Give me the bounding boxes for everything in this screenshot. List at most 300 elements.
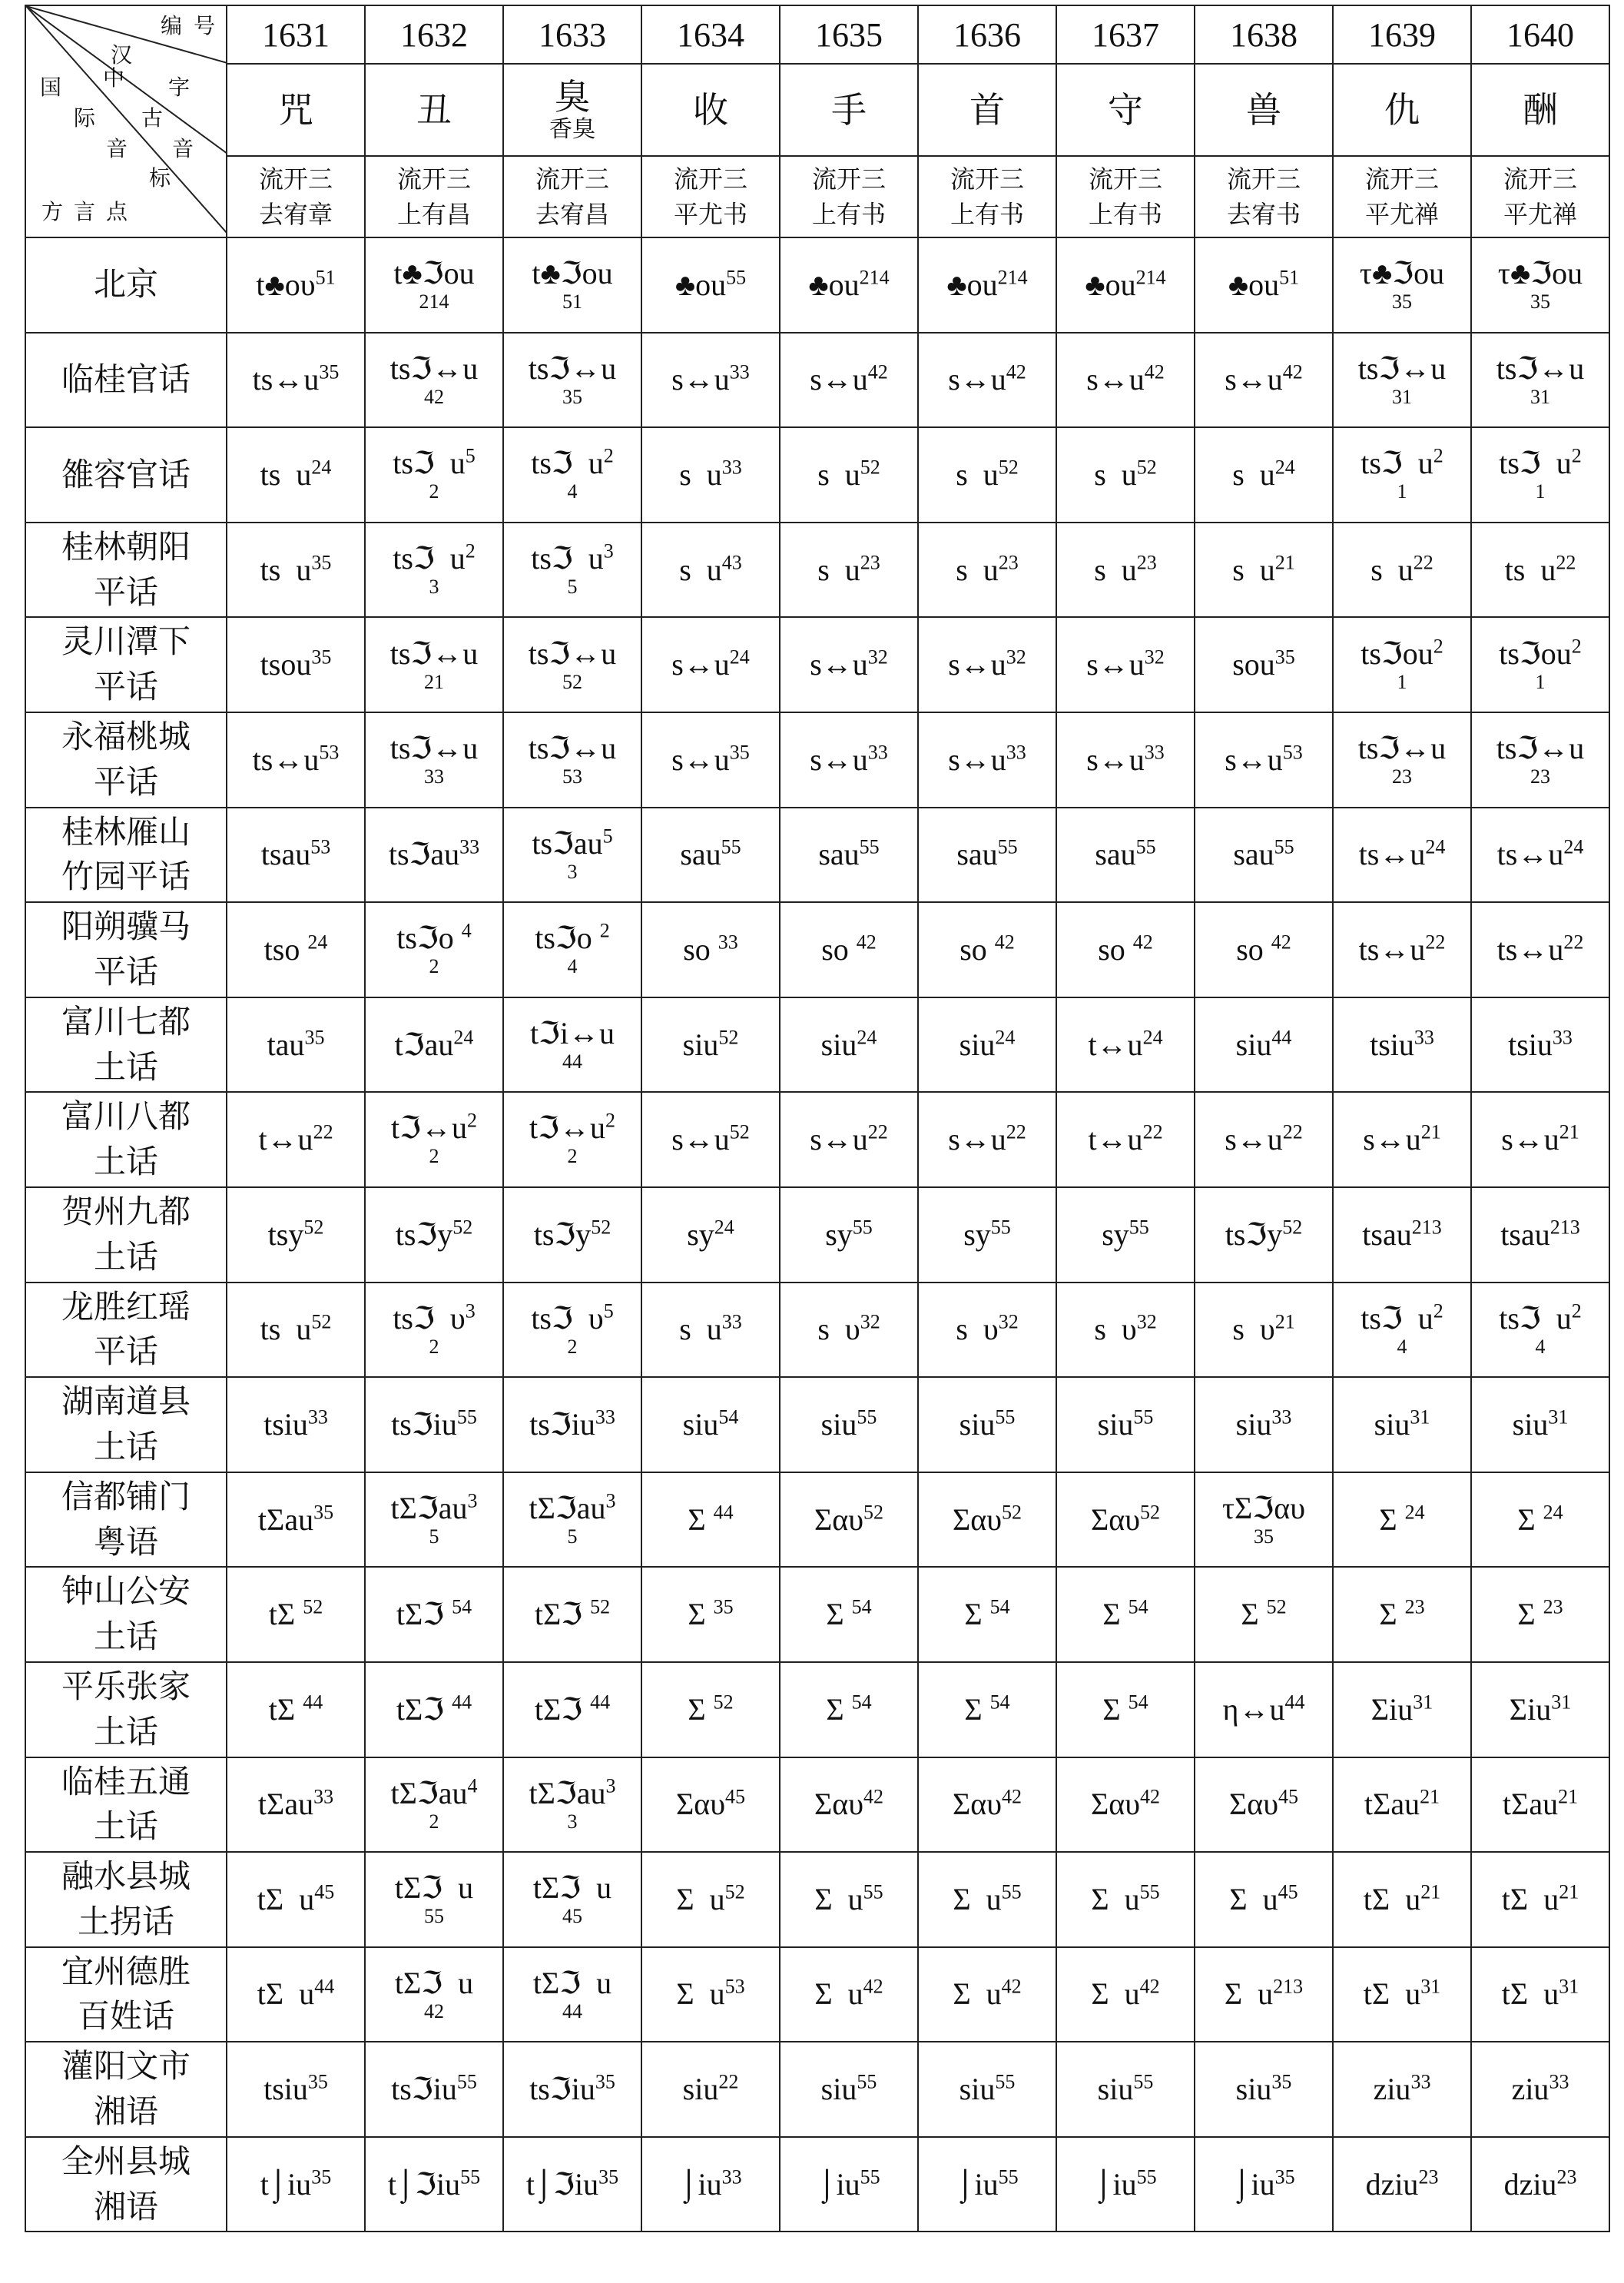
ipa-transcription-cell — [1471, 1757, 1609, 1853]
dialect-row — [25, 237, 1609, 333]
ipa-transcription-cell — [503, 997, 641, 1093]
ipa-syllable: ts↔u — [1496, 931, 1564, 967]
tone-superscript: 44 — [303, 1691, 323, 1714]
tone-superscript: 21 — [1559, 1880, 1579, 1903]
ipa-syllable: Σ u — [1229, 1881, 1278, 1916]
character-glyph: 丑 — [416, 88, 452, 131]
tone-superscript: 45 — [1278, 1880, 1298, 1903]
ipa-syllable: tℑau — [394, 1027, 454, 1062]
ipa-transcription-cell — [780, 427, 918, 523]
ipa-transcription-cell — [1333, 1187, 1471, 1283]
ipa-syllable: s u — [679, 456, 722, 492]
ipa-transcription-cell — [1056, 997, 1195, 1093]
ipa-transcription-cell — [641, 997, 780, 1093]
tone-subscript: 35 — [562, 385, 582, 408]
tone-subscript: 2 — [429, 1145, 439, 1168]
dialect-point-name — [25, 1377, 227, 1472]
tone-superscript: 53 — [310, 836, 331, 859]
tone-superscript: 35 — [1274, 645, 1295, 669]
tone-superscript: 21 — [1420, 1120, 1441, 1143]
ipa-transcription-cell — [918, 997, 1056, 1093]
ipa-transcription-cell — [1333, 1947, 1471, 2042]
ipa-syllable: tsℑ u — [531, 446, 604, 481]
dialect-point-line2: 土话 — [93, 1712, 158, 1750]
ipa-transcription-cell — [227, 1377, 365, 1472]
tone-superscript: 33 — [1006, 741, 1026, 764]
ipa-syllable: s υ — [1094, 1312, 1137, 1347]
ipa-syllable: s↔u — [1363, 1122, 1421, 1157]
ipa-syllable: Σαυ — [952, 1502, 1003, 1537]
ipa-syllable: tΣau — [1502, 1787, 1559, 1822]
tone-superscript: 21 — [1274, 1311, 1295, 1333]
tone-superscript: 3 — [605, 1774, 616, 1797]
ipa-transcription-cell — [227, 2137, 365, 2232]
tone-subscript: 42 — [424, 1999, 444, 2023]
ipa-transcription-cell — [227, 2042, 365, 2137]
tone-superscript: 42 — [1144, 361, 1165, 384]
tone-superscript: 5 — [602, 825, 613, 848]
dialect-row — [25, 1092, 1609, 1187]
ipa-syllable: s↔u — [1086, 742, 1145, 777]
ipa-syllable: s υ — [956, 1312, 999, 1347]
tone-superscript: 53 — [1282, 741, 1303, 764]
tone-superscript: 42 — [867, 361, 888, 384]
tone-superscript: 44 — [452, 1691, 472, 1714]
ipa-syllable: s↔u — [671, 362, 730, 397]
corner-char-yan: 言 — [74, 199, 96, 224]
ipa-transcription-cell — [1471, 617, 1609, 712]
tone-superscript: 3 — [465, 1299, 476, 1322]
ipa-transcription-cell — [1056, 333, 1195, 428]
tone-subscript: 1 — [1397, 480, 1407, 503]
ipa-syllable: tsℑiu — [391, 1406, 457, 1442]
tone-superscript: 31 — [1420, 1976, 1441, 1999]
ipa-transcription-cell — [641, 808, 780, 903]
ipa-syllable: ts u — [260, 552, 312, 587]
ipa-syllable: s↔u — [948, 1122, 1006, 1157]
ipa-syllable: tΣ u — [1363, 1881, 1421, 1916]
ipa-transcription-cell — [1195, 1283, 1333, 1378]
tone-superscript: 32 — [1006, 645, 1026, 669]
ipa-syllable: tsau — [1500, 1216, 1550, 1252]
ipa-transcription-cell — [1195, 427, 1333, 523]
ipa-transcription-cell — [918, 1852, 1056, 1947]
ipa-syllable: tΣℑau — [529, 1490, 606, 1525]
ipa-syllable: ♣ou — [674, 267, 727, 302]
tone-subscript: 1 — [1397, 670, 1407, 693]
ipa-transcription-cell — [1471, 712, 1609, 808]
dialect-point-name — [25, 712, 227, 808]
ipa-transcription-cell — [918, 902, 1056, 997]
ipa-syllable: sou — [1232, 647, 1275, 682]
dialect-row — [25, 1757, 1609, 1853]
tone-subscript: 33 — [424, 765, 444, 788]
tone-subscript: 35 — [1530, 290, 1550, 314]
tone-superscript: 55 — [860, 2165, 880, 2188]
dialect-point-line1: 雒容官话 — [61, 455, 191, 493]
tone-superscript: 52 — [998, 456, 1019, 479]
ipa-syllable: tΣ u — [257, 1976, 315, 2012]
dialect-row — [25, 523, 1609, 618]
ipa-transcription-cell — [1333, 808, 1471, 903]
dialect-point-line1: 灌阳文市 — [61, 2047, 191, 2086]
ipa-transcription-cell — [503, 1662, 641, 1757]
tone-superscript: 24 — [307, 931, 328, 954]
ipa-transcription-cell — [227, 808, 365, 903]
tone-subscript: 31 — [1392, 385, 1412, 408]
dialect-point-name — [25, 237, 227, 333]
dialect-row — [25, 1283, 1609, 1378]
ipa-transcription-cell — [1333, 237, 1471, 333]
dialect-row — [25, 1947, 1609, 2042]
corner-char-bian: 编 — [161, 13, 183, 38]
ipa-transcription-cell — [780, 237, 918, 333]
ipa-transcription-cell — [641, 523, 780, 618]
ipa-transcription-cell — [227, 1852, 365, 1947]
mc-rhyme-line: 流开三 — [1088, 164, 1162, 194]
ipa-transcription-cell — [918, 1472, 1056, 1568]
ipa-transcription-cell — [780, 1283, 918, 1378]
ipa-transcription-cell — [1471, 1187, 1609, 1283]
tone-superscript: 42 — [1271, 931, 1291, 954]
ipa-transcription-cell — [1195, 2137, 1333, 2232]
ipa-syllable: tsiu — [1370, 1027, 1414, 1062]
ipa-syllable: tsℑau — [388, 837, 460, 872]
tone-superscript: 35 — [313, 1501, 334, 1524]
ipa-transcription-cell — [365, 997, 503, 1093]
mc-rhyme-line: 流开三 — [950, 164, 1024, 194]
tone-superscript: 24 — [1563, 836, 1584, 859]
ipa-transcription-cell — [227, 997, 365, 1093]
ipa-transcription-cell — [641, 1377, 780, 1472]
ipa-syllable: tΣau — [1364, 1787, 1420, 1822]
middle-chinese-category — [1333, 156, 1471, 237]
dialect-point-name — [25, 1947, 227, 2042]
tone-superscript: 55 — [852, 1216, 873, 1239]
middle-chinese-category — [227, 156, 365, 237]
tone-superscript: 55 — [1001, 1880, 1022, 1903]
middle-chinese-category — [503, 156, 641, 237]
tone-superscript: 3 — [467, 1489, 478, 1512]
ipa-transcription-cell — [780, 333, 918, 428]
ipa-transcription-cell — [365, 2137, 503, 2232]
ipa-syllable: tsℑ↔u — [528, 635, 617, 671]
ipa-syllable: siu — [682, 2072, 719, 2107]
ipa-transcription-cell — [1333, 1092, 1471, 1187]
ipa-transcription-cell — [1333, 1757, 1471, 1853]
tone-subscript: 3 — [567, 860, 578, 883]
column-number: 1640 — [1471, 5, 1609, 64]
ipa-syllable: s u — [956, 552, 999, 587]
dialect-point-line1: 全州县城 — [61, 2142, 191, 2180]
ipa-transcription-cell — [1333, 902, 1471, 997]
ipa-transcription-cell — [918, 1567, 1056, 1662]
dialect-row — [25, 333, 1609, 428]
ipa-syllable: ts↔u — [252, 742, 320, 777]
tone-superscript: 52 — [303, 1595, 323, 1618]
ipa-syllable: siu — [682, 1027, 719, 1062]
ipa-syllable: siu — [1512, 1406, 1549, 1442]
ipa-transcription-cell — [503, 237, 641, 333]
ipa-syllable: s u — [1094, 552, 1137, 587]
column-number: 1635 — [780, 5, 918, 64]
ipa-transcription-cell — [1195, 523, 1333, 618]
column-character — [503, 64, 641, 156]
ipa-syllable: ziu — [1511, 2072, 1549, 2107]
ipa-syllable: siu — [820, 1027, 857, 1062]
column-number: 1632 — [365, 5, 503, 64]
ipa-syllable: Σ u — [676, 1976, 725, 2012]
ipa-transcription-cell — [365, 712, 503, 808]
ipa-syllable: Σ — [1379, 1597, 1405, 1632]
tone-superscript: 51 — [1279, 266, 1300, 289]
ipa-syllable: tsℑ↔u — [1357, 731, 1447, 766]
ipa-transcription-cell — [365, 1757, 503, 1853]
dialect-point-name — [25, 1187, 227, 1283]
ipa-syllable: tsℑ υ — [531, 1300, 604, 1336]
tone-superscript: 52 — [724, 1880, 745, 1903]
tone-superscript: 55 — [995, 2070, 1016, 2093]
ipa-transcription-cell — [227, 1283, 365, 1378]
tone-subscript: 55 — [424, 1905, 444, 1928]
ipa-syllable: ⌡iu — [956, 2166, 999, 2202]
ipa-syllable: tΣℑ u — [394, 1965, 474, 2000]
dialect-point-line2: 湘语 — [93, 2092, 158, 2131]
tone-superscript: 54 — [989, 1691, 1010, 1714]
tone-superscript: 2 — [603, 445, 614, 467]
middle-chinese-category — [1056, 156, 1195, 237]
tone-superscript: 24 — [311, 456, 332, 479]
ipa-transcription-cell — [641, 333, 780, 428]
mc-tone-initial-line: 平尤禅 — [1364, 200, 1439, 229]
corner-char-biao: 标 — [149, 165, 171, 191]
ipa-transcription-cell — [227, 712, 365, 808]
ipa-syllable: tΣℑau — [529, 1775, 606, 1810]
ipa-syllable: s↔u — [671, 647, 730, 682]
ipa-transcription-cell — [1333, 1662, 1471, 1757]
ipa-transcription-cell — [1471, 1852, 1609, 1947]
ipa-syllable: tso — [263, 931, 308, 967]
ipa-transcription-cell — [365, 1092, 503, 1187]
character-glyph: 仇 — [1384, 88, 1420, 131]
tone-superscript: 24 — [714, 1216, 734, 1239]
tone-superscript: 55 — [995, 1405, 1016, 1429]
ipa-transcription-cell — [1195, 1947, 1333, 2042]
corner-char-han: 汉 — [111, 42, 133, 68]
ipa-syllable: tℑ↔u — [529, 1110, 605, 1146]
ipa-transcription-cell — [918, 1283, 1056, 1378]
tone-superscript: 42 — [863, 1785, 884, 1808]
tone-superscript: 44 — [314, 1976, 335, 1999]
ipa-transcription-cell — [1056, 808, 1195, 903]
ipa-transcription-cell — [918, 1092, 1056, 1187]
tone-superscript: 22 — [718, 2070, 739, 2093]
ipa-syllable: t↔u — [1088, 1122, 1143, 1157]
dialect-point-line2: 土话 — [93, 1047, 158, 1086]
ipa-transcription-cell — [1333, 1567, 1471, 1662]
tone-subscript: 44 — [562, 1999, 582, 2023]
tone-superscript: 4 — [461, 919, 472, 942]
ipa-syllable: Σ u — [953, 1976, 1002, 2012]
tone-superscript: 33 — [307, 1405, 328, 1429]
ipa-transcription-cell — [1195, 1662, 1333, 1757]
ipa-syllable: sy — [1102, 1216, 1129, 1252]
dialect-point-line2: 平话 — [93, 952, 158, 991]
ipa-transcription-cell — [780, 1852, 918, 1947]
ipa-syllable: so — [821, 931, 857, 967]
ipa-transcription-cell — [503, 2137, 641, 2232]
ipa-transcription-cell — [365, 523, 503, 618]
ipa-transcription-cell — [365, 1472, 503, 1568]
tone-superscript: 23 — [1404, 1595, 1425, 1618]
tone-superscript: 22 — [867, 1120, 888, 1143]
ipa-syllable: tsℑo — [535, 921, 600, 956]
tone-subscript: 44 — [562, 1050, 582, 1073]
tone-superscript: 23 — [860, 551, 880, 574]
ipa-syllable: ts u — [260, 1312, 312, 1347]
tone-subscript: 4 — [567, 955, 578, 978]
tone-superscript: 21 — [1559, 1120, 1579, 1143]
ipa-syllable: tΣau — [257, 1502, 314, 1537]
ipa-transcription-cell — [1471, 808, 1609, 903]
ipa-syllable: ♣ou — [946, 267, 998, 302]
tone-superscript: 52 — [729, 1120, 750, 1143]
ipa-syllable: t↔u — [1088, 1027, 1143, 1062]
tone-superscript: 54 — [1128, 1595, 1148, 1618]
ipa-syllable: Σ — [964, 1597, 990, 1632]
ipa-transcription-cell — [1333, 1852, 1471, 1947]
ipa-syllable: Σ — [826, 1597, 852, 1632]
ipa-transcription-cell — [1195, 1092, 1333, 1187]
ipa-transcription-cell — [365, 1283, 503, 1378]
ipa-syllable: siu — [1235, 1027, 1272, 1062]
ipa-transcription-cell — [780, 902, 918, 997]
ipa-transcription-cell — [780, 997, 918, 1093]
ipa-transcription-cell — [641, 1187, 780, 1283]
ipa-transcription-cell — [1195, 1187, 1333, 1283]
column-character — [1195, 64, 1333, 156]
ipa-syllable: tsℑy — [395, 1216, 453, 1252]
tone-subscript: 35 — [1392, 290, 1412, 314]
corner-char-ji: 际 — [74, 105, 96, 131]
dialect-row — [25, 808, 1609, 903]
tone-superscript: 24 — [1274, 456, 1295, 479]
ipa-syllable: η↔u — [1222, 1691, 1285, 1727]
column-number: 1638 — [1195, 5, 1333, 64]
tone-superscript: 21 — [1274, 551, 1295, 574]
ipa-syllable: tsℑy — [1225, 1216, 1283, 1252]
column-character — [1333, 64, 1471, 156]
ipa-syllable: t♣ου — [256, 267, 316, 302]
ipa-syllable: tΣℑ u — [394, 1870, 474, 1906]
tone-superscript: 23 — [1543, 1595, 1563, 1618]
dialect-point-name — [25, 808, 227, 903]
tone-superscript: 55 — [863, 1880, 883, 1903]
ipa-transcription-cell — [780, 523, 918, 618]
tone-superscript: 44 — [1284, 1691, 1305, 1714]
dialect-row — [25, 1187, 1609, 1283]
ipa-transcription-cell — [1333, 712, 1471, 808]
tone-superscript: 35 — [1271, 2070, 1292, 2093]
tone-superscript: 52 — [713, 1691, 734, 1714]
ipa-syllable: siu — [820, 2072, 857, 2107]
ipa-syllable: tsou — [260, 647, 312, 682]
ipa-syllable: Σ — [1102, 1691, 1129, 1727]
tone-subscript: 2 — [567, 1145, 578, 1168]
ipa-transcription-cell — [918, 1947, 1056, 2042]
ipa-transcription-cell — [1471, 902, 1609, 997]
ipa-syllable: tΣℑ — [534, 1597, 591, 1632]
ipa-transcription-cell — [1195, 1472, 1333, 1568]
tone-superscript: 35 — [713, 1595, 734, 1618]
ipa-transcription-cell — [641, 1662, 780, 1757]
dialect-row — [25, 1377, 1609, 1472]
ipa-transcription-cell — [1056, 1852, 1195, 1947]
ipa-transcription-cell — [1195, 712, 1333, 808]
ipa-syllable: tΣℑau — [390, 1775, 468, 1810]
tone-superscript: 214 — [1135, 266, 1166, 289]
ipa-transcription-cell — [503, 1283, 641, 1378]
tone-superscript: 24 — [453, 1026, 474, 1049]
ipa-syllable: Σ u — [1224, 1976, 1274, 2012]
column-number: 1637 — [1056, 5, 1195, 64]
tone-superscript: 54 — [718, 1405, 739, 1429]
ipa-transcription-cell — [365, 902, 503, 997]
ipa-transcription-cell — [1471, 523, 1609, 618]
tone-subscript: 4 — [1397, 1335, 1407, 1358]
corner-char-zi: 字 — [168, 75, 191, 100]
tone-superscript: 21 — [1558, 1785, 1579, 1808]
tone-superscript: 2 — [1571, 1299, 1582, 1322]
tone-superscript: 42 — [863, 1976, 883, 1999]
tone-superscript: 33 — [1144, 741, 1165, 764]
column-character — [1471, 64, 1609, 156]
tone-superscript: 42 — [1002, 1785, 1022, 1808]
tone-superscript: 33 — [1552, 1026, 1573, 1049]
ipa-transcription-cell — [1195, 2042, 1333, 2137]
tone-superscript: 22 — [1425, 931, 1446, 954]
ipa-syllable: t⌡ℑiu — [525, 2166, 599, 2202]
tone-superscript: 55 — [857, 2070, 877, 2093]
ipa-syllable: tℑi↔u — [529, 1015, 615, 1050]
ipa-transcription-cell — [503, 808, 641, 903]
ipa-syllable: s↔u — [1501, 1122, 1559, 1157]
ipa-syllable: s↔u — [1086, 647, 1145, 682]
tone-superscript: 55 — [460, 2165, 481, 2188]
ipa-transcription-cell — [503, 333, 641, 428]
dialect-point-name — [25, 427, 227, 523]
ipa-syllable: s↔u — [1225, 362, 1283, 397]
tone-superscript: 33 — [459, 836, 480, 859]
ipa-transcription-cell — [1333, 333, 1471, 428]
ipa-transcription-cell — [918, 712, 1056, 808]
ipa-transcription-cell — [641, 617, 780, 712]
tone-superscript: 213 — [1549, 1216, 1580, 1239]
ipa-syllable: s↔u — [1225, 1122, 1283, 1157]
ipa-syllable: tsℑ u — [393, 446, 466, 481]
tone-superscript: 44 — [1271, 1026, 1292, 1049]
ipa-transcription-cell — [503, 1187, 641, 1283]
ipa-syllable: s↔u — [671, 742, 730, 777]
ipa-syllable: sau — [1233, 837, 1274, 872]
tone-superscript: 24 — [729, 645, 750, 669]
ipa-transcription-cell — [641, 712, 780, 808]
ipa-transcription-cell — [1056, 237, 1195, 333]
ipa-syllable: sau — [818, 837, 860, 872]
ipa-transcription-cell — [918, 1187, 1056, 1283]
dialect-point-name — [25, 1662, 227, 1757]
ipa-transcription-cell — [1056, 2042, 1195, 2137]
